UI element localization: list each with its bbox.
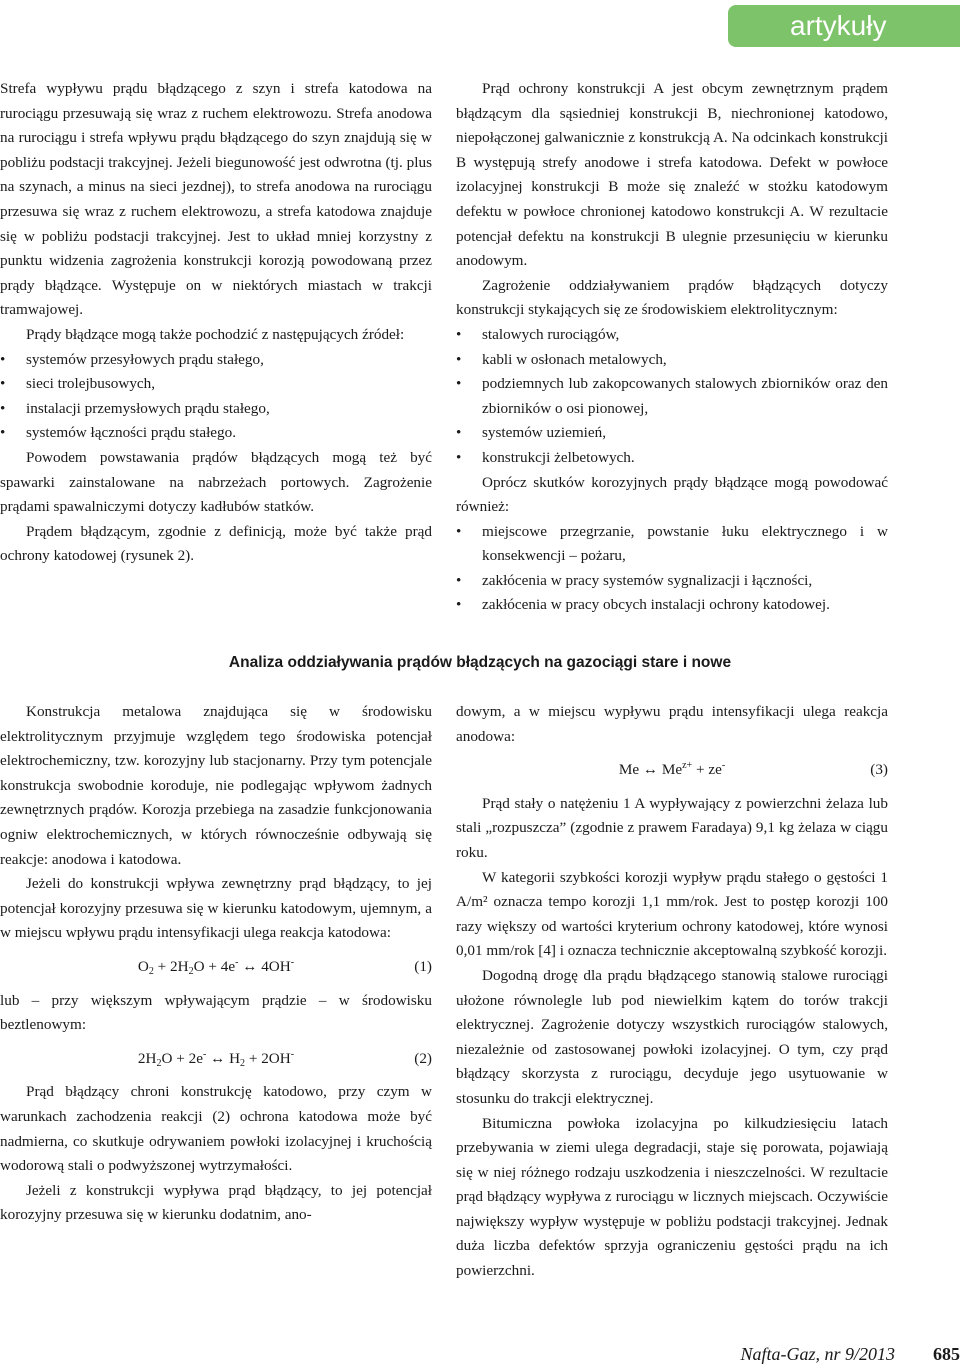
list-item: • stalowych rurociągów,: [456, 323, 888, 348]
paragraph: Powodem powstawania prądów błądzących mogą też być spawarki zainstalowane na nabrzeżach portowych. Zagrożenie prądami spawalniczymi dotyczy kadłubów statków.: [0, 448, 432, 516]
list-item: • miejscowe przegrzanie, powstanie łuku elektrycznego i w konsekwencji – pożaru,: [456, 520, 888, 569]
paragraph: Jeżeli do konstrukcji wpływa zewnętrzny prąd błądzący, to jej potencjał korozyjny przesuwa się w kierunku katodowym, ujemnym, a w miejscu wpływu prądu intensyfikacji ulega reakcja katodowa:: [0, 875, 432, 942]
equation-number: (3): [870, 761, 888, 779]
equation-formula: Me ↔ $Me^{z+} + ze^-$: [618, 760, 726, 779]
paragraph: Dogodną drogę dla prądu błądzącego stanowią stalowe rurociągi ułożone równolegle lub pod niewielkim kątem do torów trakcji elektrycznej. Zagrożenie dotyczy wszystkich rurociągów stalowych, niezależnie od zastosowanej powłoki izolacyjnej. O tym, czy prąd błądzący skorzysta z rurociągu, decyduje jego usytuowanie w stosunku do trakcji elektrycznej.: [456, 966, 888, 1107]
paragraph: Prąd stały o natężeniu 1 A wypływający z powierzchni żelaza lub stali „rozpuszcza” (zgodnie z prawem Faradaya) 9,1 kg żelaza w ciągu roku.: [456, 794, 888, 861]
list-item: • zakłócenia w pracy obcych instalacji ochrony katodowej.: [456, 593, 888, 618]
list-item: • kabli w osłonach metalowych,: [456, 348, 888, 373]
paragraph: Prądem błądzącym, zgodnie z definicją, może być także prąd ochrony katodowej (rysunek 2).: [0, 522, 432, 565]
list-item: • systemów łączności prądu stałego.: [0, 421, 432, 446]
column-1: [0, 77, 432, 569]
equation-number: (1): [414, 957, 432, 975]
page-number: 685: [933, 1344, 960, 1364]
equation-formula: $O_2 + 2H_2O + 4e^-$ ↔ 4OH-: [137, 956, 295, 977]
list-item: • systemów uziemień,: [456, 421, 888, 446]
section-heading: Analiza oddziaływania prądów błądzących na gazociągi stare i nowe: [228, 654, 732, 671]
sources-list: [0, 348, 432, 446]
paragraph: Konstrukcja metalowa znajdująca się w środowisku elektrolitycznym przyjmuje względem tego środowiska potencjał elektrochemiczny, tzw. korozyjny lub stacjonarny. Przy tym potencjale konstrukcja swobodnie koroduje, nie podlegając wpływom żadnych zewnętrznych prądów. Korozja przebiega na zasadzie funkcjonowania ogniw elektrochemicznych, w których równocześnie odbywają się reakcje: anodowa i katodowa.: [0, 703, 432, 868]
column-4: [456, 700, 888, 1284]
paragraph: W kategorii szybkości korozji wypływ prądu stałego o gęstości 1 A/m² oznacza tempo korozji 1,1 mm/rok. Jest to postęp korozji 100 razy większy od wartości kryterium ochrony katodowej, które wynosi 0,01 mm/rok [4] i oznacza technicznie akceptowalną szybkość korozji.: [456, 868, 888, 960]
column-3: [0, 700, 432, 1228]
equation-3: [456, 758, 888, 783]
list-item: • systemów przesyłowych prądu stałego,: [0, 348, 432, 373]
page-footer: [560, 1342, 960, 1366]
paragraph: Prądy błądzące mogą także pochodzić z następujących źródeł:: [26, 325, 405, 343]
list-item: • konstrukcji żelbetowych.: [456, 446, 888, 471]
list-item: • zakłócenia w pracy systemów sygnalizacji i łączności,: [456, 569, 888, 594]
column-2: [456, 77, 888, 618]
paragraph: Strefa wypływu prądu błądzącego z szyn i strefa katodowa na rurociągu przesuwają się wraz z ruchem elektrowozu. Strefa anodowa na rurociągu i strefa wpływu prądu błądzącego do szyn znajdują się w pobliżu podstacji trakcyjnej. Jeżeli biegunowość jest odwrotna (tj. plus na szynach, a minus na sieci jezdnej), to strefa anodowa na rurociągu przesuwa się wraz z ruchem elektrowozu, a strefa katodowa znajduje się w pobliżu podstacji trakcyjnej. Jest to układ mniej korzystny z punktu widzenia zagrożenia konstrukcji korozją powodowaną przez prądy błądzące. Występuje on w niektórych miastach w trakcji tramwajowej.: [0, 80, 432, 319]
list-item: • podziemnych lub zakopcowanych stalowych zbiorników oraz den zbiorników o osi pionowej,: [456, 372, 888, 421]
paragraph: Zagrożenie oddziaływaniem prądów błądzących dotyczy konstrukcji stykających się ze środowiskiem elektrolitycznym:: [456, 276, 888, 319]
list-item: • instalacji przemysłowych prądu stałego,: [0, 397, 432, 422]
paragraph: Bitumiczna powłoka izolacyjna po kilkudziesięciu latach przebywania w ziemi ulega degradacji, staje się porowata, pojawiają się w niej różnego rodzaju uszkodzenia i nieszczelności. W rezultacie prąd błądzący wypływa z rurociągu w licznych miejscach. Oczywiście największy wypływ występuje w pobliżu podstacji trakcyjnej. Jednak duża liczba defektów sprzyja ograniczeniu gęstości prądu na ich powierzchni.: [456, 1114, 888, 1280]
journal-name: Nafta-Gaz, nr 9/2013: [740, 1344, 895, 1364]
list-item: • sieci trolejbusowych,: [0, 372, 432, 397]
equation-number: (2): [414, 1049, 432, 1067]
section-tag: artykuły: [728, 5, 960, 47]
equation-1: [0, 955, 432, 980]
paragraph: Jeżeli z konstrukcji wypływa prąd błądzący, to jej potencjał korozyjny przesuwa się w kierunku dodatnim, ano-: [0, 1181, 432, 1224]
paragraph: dowym, a w miejscu wypływu prądu intensyfikacji ulega reakcja anodowa:: [456, 703, 888, 745]
paragraph: Prąd ochrony konstrukcji A jest obcym zewnętrznym prądem błądzącym dla sąsiedniej konstrukcji B, niechronionej katodowo, niepołączonej galwanicznie z konstrukcją A. Na odcinkach konstrukcji B występują strefy anodowe i strefa katodowa. Defekt w powłoce izolacyjnej konstrukcji B może się znaleźć w stożku katodowym defektu w powłoce chronionej katodowo konstrukcji A. W rezultacie potencjał defektu na konstrukcji B ulegnie przesunięciu w kierunku anodowym.: [456, 80, 888, 270]
structures-list: [456, 323, 888, 471]
paragraph: lub – przy większym wpływającym prądzie – w środowisku beztlenowym:: [0, 991, 432, 1034]
paragraph: Oprócz skutków korozyjnych prądy błądzące mogą powodować również:: [456, 473, 888, 516]
paragraph: Prąd błądzący chroni konstrukcję katodowo, przy czym w warunkach zachodzenia reakcji (2) ochrona katodowa może być nadmierna, co skutkuje odrywaniem powłoki izolacyjnej i kruchością wodorową stali o podwyższonej wytrzymałości.: [0, 1083, 432, 1175]
equation-formula: $2H_2O + 2e^-$ ↔ $H_2 + 2OH^-$: [137, 1048, 295, 1069]
effects-list: [456, 520, 888, 618]
equation-2: [0, 1047, 432, 1072]
